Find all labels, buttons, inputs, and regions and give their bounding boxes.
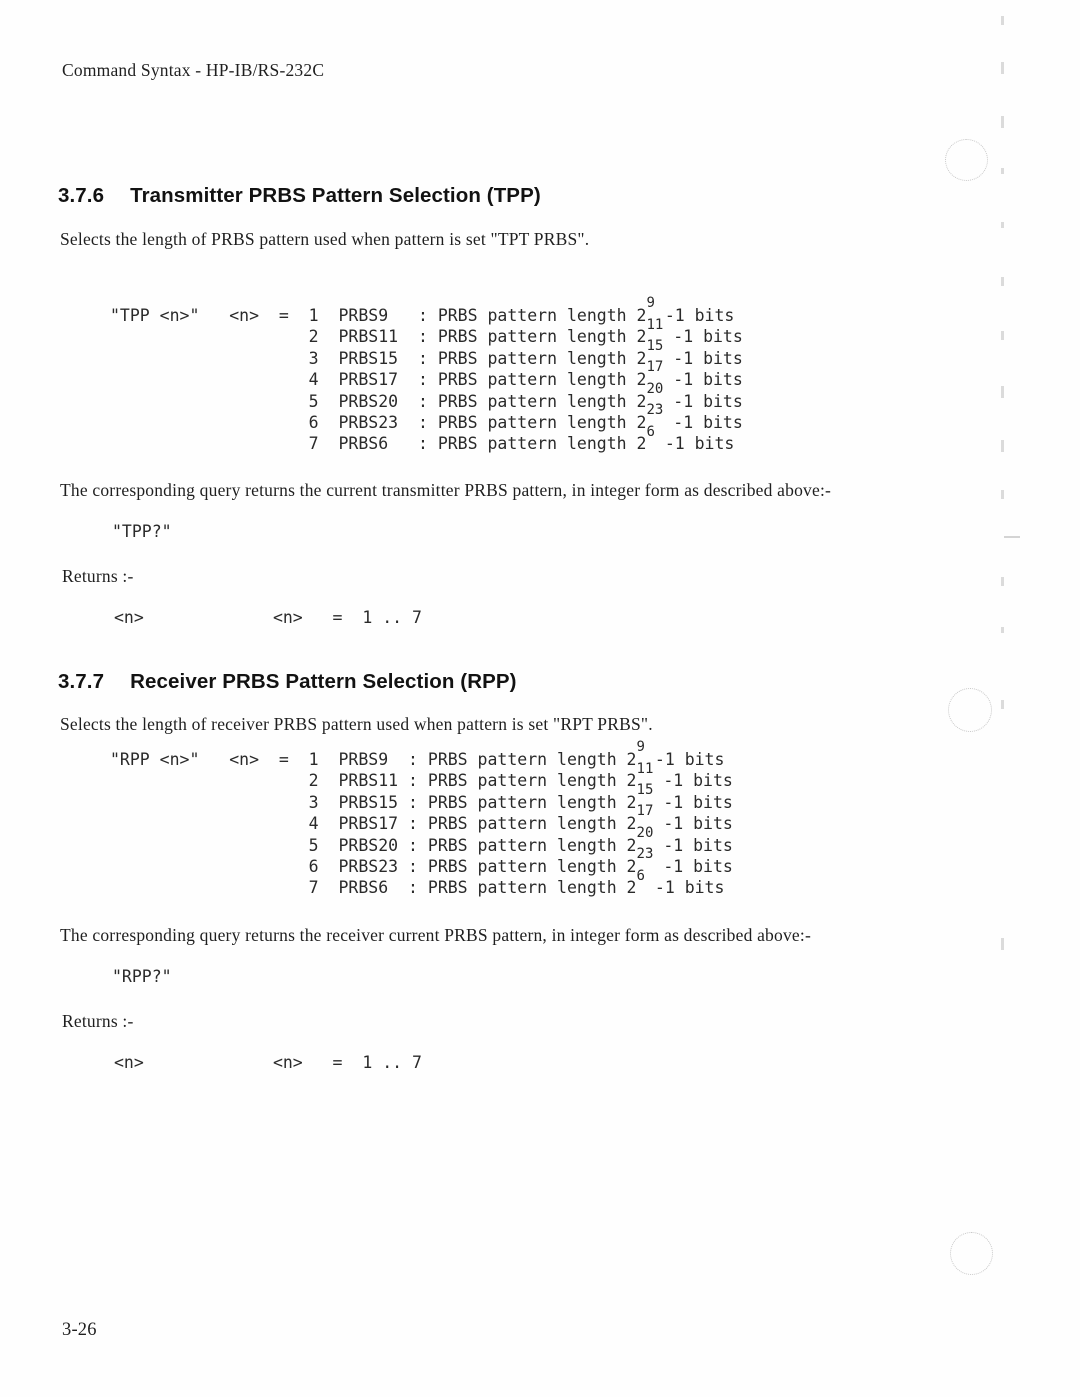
rpp-syntax-block <box>110 739 733 899</box>
syntax-line: 2 PRBS11 : PRBS pattern length $2^{11}$ -1 bits <box>110 760 733 791</box>
section-heading-tpp <box>58 184 541 208</box>
page-number: 3-26 <box>62 1320 97 1340</box>
section-title: Transmitter PRBS Pattern Selection (TPP) <box>130 184 541 207</box>
scan-tick-artifact <box>1001 331 1004 340</box>
tpp-returns-label: Returns :- <box>62 566 134 586</box>
scan-tick-artifact <box>1001 277 1004 286</box>
syntax-line: 6 PRBS23 : PRBS pattern length $2^{23}$ -1 bits <box>110 402 743 433</box>
rpp-returns-value: <n> <n> = 1 .. 7 <box>114 1053 422 1072</box>
scan-tick-artifact <box>1001 386 1004 398</box>
punch-hole-shadow-top <box>945 139 988 181</box>
scan-dash-artifact <box>1004 536 1020 538</box>
scan-tick-artifact <box>1001 62 1004 74</box>
scan-tick-artifact <box>1001 116 1004 128</box>
syntax-line: 3 PRBS15 : PRBS pattern length $2^{15}$ -1 bits <box>110 338 743 368</box>
scan-tick-artifact <box>1001 627 1004 633</box>
syntax-line: 4 PRBS17 : PRBS pattern length $2^{17}$ -1 bits <box>110 803 733 834</box>
page-header-title: Command Syntax - HP-IB/RS-232C <box>62 60 325 80</box>
punch-hole-shadow-bottom <box>950 1232 993 1275</box>
syntax-line: "TPP <n>" <n> = 1 PRBS9 : PRBS pattern length $2^9$ -1 bits <box>110 295 735 325</box>
section-number: 3.7.7 <box>58 670 105 693</box>
tpp-returns-value: <n> <n> = 1 .. 7 <box>114 608 422 627</box>
syntax-line: 7 PRBS6 : PRBS pattern length $2^6$ -1 bits <box>110 423 735 454</box>
tpp-query-command: "TPP?" <box>112 522 172 541</box>
tpp-intro-paragraph: Selects the length of PRBS pattern used when pattern is set "TPT PRBS". <box>60 229 590 249</box>
tpp-query-paragraph: The corresponding query returns the current transmitter PRBS pattern, in integer form as described above:- <box>60 480 832 500</box>
scan-tick-artifact <box>1001 577 1004 586</box>
section-heading-rpp <box>58 670 517 694</box>
syntax-line: 7 PRBS6 : PRBS pattern length $2^6$ -1 bits <box>110 867 725 898</box>
tpp-syntax-block <box>110 295 743 455</box>
scan-tick-artifact <box>1001 938 1004 950</box>
scan-tick-artifact <box>1001 490 1004 499</box>
scan-tick-artifact <box>1001 16 1004 25</box>
syntax-line: 5 PRBS20 : PRBS pattern length $2^{20}$ -1 bits <box>110 380 743 411</box>
rpp-query-command: "RPP?" <box>112 967 172 986</box>
syntax-line: 3 PRBS15 : PRBS pattern length $2^{15}$ -1 bits <box>110 782 733 812</box>
scan-tick-artifact <box>1001 168 1004 174</box>
syntax-line: 5 PRBS20 : PRBS pattern length $2^{20}$ -1 bits <box>110 824 733 855</box>
rpp-intro-paragraph: Selects the length of receiver PRBS pattern used when pattern is set "RPT PRBS". <box>60 714 653 734</box>
scan-tick-artifact <box>1001 222 1004 228</box>
syntax-line: 6 PRBS23 : PRBS pattern length $2^{23}$ -1 bits <box>110 846 733 877</box>
syntax-line: 4 PRBS17 : PRBS pattern length $2^{17}$ -1 bits <box>110 359 743 390</box>
syntax-line: 2 PRBS11 : PRBS pattern length $2^{11}$ -1 bits <box>110 316 743 347</box>
rpp-returns-label: Returns :- <box>62 1011 134 1031</box>
scan-tick-artifact <box>1001 700 1004 709</box>
scan-tick-artifact <box>1001 440 1004 452</box>
section-title: Receiver PRBS Pattern Selection (RPP) <box>130 670 517 693</box>
section-number: 3.7.6 <box>58 184 105 207</box>
punch-hole-shadow-middle <box>948 688 992 732</box>
rpp-query-paragraph: The corresponding query returns the receiver current PRBS pattern, in integer form as described above:- <box>60 925 811 945</box>
syntax-line: "RPP <n>" <n> = 1 PRBS9 : PRBS pattern length $2^9$ -1 bits <box>110 739 725 769</box>
